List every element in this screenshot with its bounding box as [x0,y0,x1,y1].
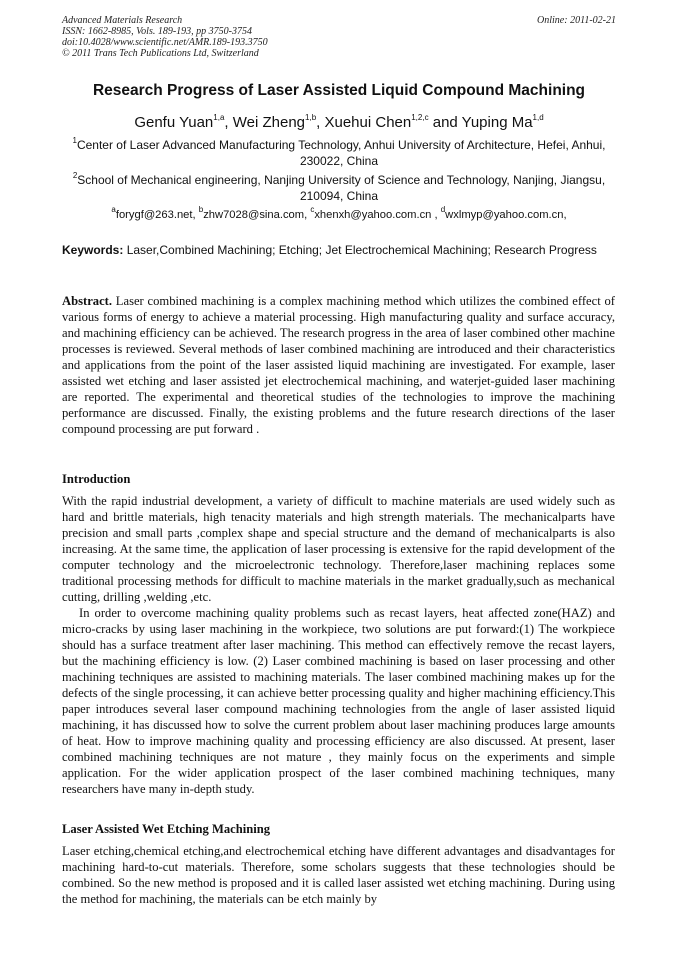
author-separator: and [428,114,462,131]
paper-title: Research Progress of Laser Assisted Liquid Compound Machining [92,82,586,99]
author-name: Genfu Yuan [134,114,214,131]
journal-name: Advanced Materials Research [62,15,183,26]
paragraph: Laser etching,chemical etching,and electrochemical etching have different advantages and disadvantages for machining hard-to-cut materials. Therefore, some scholars suggests that these technologies should be combined. So the new method is proposed and it is called laser assisted wet etching machining. During using the method for machining, the materials can be etch mainly by [62,844,615,906]
email-list [62,207,616,223]
journal-header [62,15,616,59]
author-superscript: 1,2,c [411,113,429,122]
author-superscript: 1,b [305,113,317,122]
author-name: Yuping Ma [461,114,533,131]
email-superscript: a [111,205,116,215]
email-address[interactable]: zhw7028@sina.com, [203,209,311,221]
author-separator: , [316,114,325,131]
affiliation-1 [62,137,616,169]
keywords-text: Laser,Combined Machining; Etching; Jet Electrochemical Machining; Research Progress [123,243,597,257]
online-date: Online: 2011-02-21 [537,15,616,26]
paragraph: With the rapid industrial development, a variety of difficult to machine materials are used widely such as hard and brittle materials, high tenacity materials and high strength materials. The mechanicalparts have precision and small parts ,complex shape and special structure and the demand of mechanicalparts is also increasing. At the same time, the application of laser processing is extensive for the rapid development of the computer technology and the microelectronic technology. Therefore,laser machining replaces some traditional processing methods for difficult to machine materials in the market gradually,such as mechanical cutting, drilling ,welding ,etc. [62,494,615,604]
introduction-body [62,493,615,797]
doi-line: doi:10.4028/www.scientific.net/AMR.189-193.3750 [62,37,268,48]
email-superscript: c [310,205,315,215]
affiliation-text: School of Mechanical engineering, Nanjing University of Science and Technology, Nanjing, Jiangsu, 210094, China [77,173,606,203]
author-superscript: 1,d [532,113,544,122]
affiliation-superscript: 1 [72,136,77,145]
section-heading-laser-wet-etching: Laser Assisted Wet Etching Machining [62,822,271,836]
abstract-label: Abstract. [62,294,113,308]
author-name: Wei Zheng [232,114,306,131]
author-list [62,113,616,133]
abstract [62,293,615,437]
abstract-text: Laser combined machining is a complex machining method which utilizes the combined effect of various forms of energy to achieve a material processing. High manufacturing quality and surface accuracy, and machining efficiency can be achieved. The research progress in the area of laser combined other machine processes is reviewed. Several methods of laser combined machining are introduced and their characteristics and applications from the point of the laser assisted liquid machining are investigated. For example, laser assisted wet etching and laser assisted jet electrochemical machining, and waterjet-guided laser machining are reported. The experimental and theoretical studies of the technologies to improve the machining performance are discussed. Finally, the existing problems and the future research directions of the laser compound processing are put forward . [62,294,615,436]
introduction-heading: Introduction [62,472,131,486]
laser-section-body [62,843,615,907]
author-superscript: 1,a [213,113,225,122]
email-superscript: b [198,205,204,215]
email-address[interactable]: forygf@263.net, [115,209,199,221]
author-separator: , [224,114,233,131]
issn-line: ISSN: 1662-8985, Vols. 189-193, pp 3750-3754 [62,26,252,37]
affiliation-text: Center of Laser Advanced Manufacturing Technology, Anhui University of Architecture, Hefei, Anhui, 230022, China [76,138,606,168]
author-name: Xuehui Chen [324,114,412,131]
email-address[interactable]: xhenxh@yahoo.com.cn , [314,209,441,221]
affiliation-2 [62,172,616,204]
keywords [62,243,615,258]
affiliation-superscript: 2 [72,171,78,180]
copyright-line: © 2011 Trans Tech Publications Ltd, Switzerland [62,48,259,59]
keywords-label: Keywords: [62,243,124,257]
email-superscript: d [440,205,446,215]
paragraph: In order to overcome machining quality problems such as recast layers, heat affected zone(HAZ) and micro-cracks by using laser machining in the workpiece, two solutions are put forward:(1) The workpiece should has a surface treatment after laser machining. This method can effectively remove the recast layers, but the machining efficiency is low. (2) Laser combined machining is based on laser processing and other machining techniques are assisted to machining materials. The laser combined machining makes up for the defects of the single processing, it can achieve better processing quality and higher machining efficiency.This paper introduces several laser compound machining technologies from the angle of laser assisted liquid machining, it has discussed how to solve the current problem about laser machining produces large amounts of heat. How to improve machining quality and processing efficiency are also discussed. At present, laser combined machining techniques are not mature , they mainly focus on the experiments and simple application. For the wider application prospect of the laser combined machining techniques, many researchers have many in-depth study. [62,606,615,796]
email-address[interactable]: wxlmyp@yahoo.com.cn, [445,209,567,221]
